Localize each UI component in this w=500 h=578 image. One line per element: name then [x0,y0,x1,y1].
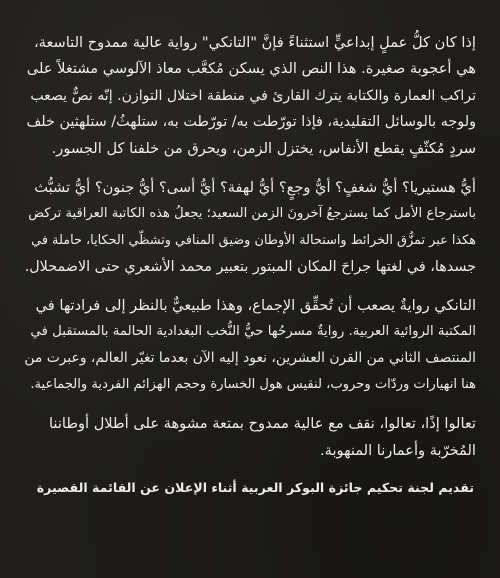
paragraph-3 [24,293,476,399]
paragraph-2 [24,175,476,281]
text-line: أيُّ هستيريا؟ أيُّ شغفٍ؟ أيُّ وجعٍ؟ أيُّ لهفة؟ أيُّ أسى؟ أيُّ جنون؟ أيُّ تشبُّث [34,179,476,197]
paragraph-1 [24,30,476,162]
text-line: جسدها، في لغتها جراحَ المكان المبتور بتعبير محمد الأشعري حتى الاضمحلال. [24,259,476,276]
text-line: المنتصف الثاني من القرن العشرين، نعود إليه الآن بعدما تغيّر العالم، وعبرت من [24,350,476,367]
text-line: باسترجاع الأمل كما يسترجعُ آخرونَ الزمن السعيد؛ يجعلُ هذه الكاتبة العراقية تركض [28,206,476,222]
paragraph-4 [24,411,476,464]
text-line: هنا انهيارات وردّات وحروب، لنقيس هول الخسارة وحجم الهزائم الفردية والجماعية. [30,376,476,392]
text-line: تراكب العمارة والكتابة يترك القارئ في منطقة اختلال التوازن. إنّه نصٌّ يصعب [30,87,476,104]
text-line: تعالوا إذًا، تعالوا، نقف مع عالية ممدوح بمتعة مشوهة على أطلال أوطاننا [48,415,476,433]
text-line: ولوجه بالوسائل التقليدية، فإذا تورّطت به/ تورّطت به، ستلهثُ/ ستلهثين خلف [26,114,476,131]
text-line: المُخرّبة وأعمارنا المنهوبة. [320,441,476,459]
text-line: المكتبة الروائية العربية. روايةٌ مسرحُها حيُّ النُّخب البغدادية الحالمة بالمستقبل في [30,324,476,340]
text-line: التانكي روايةٌ يصعب أن تُحقِّق الإجماع، وهذا طبيعيٌّ بالنظر إلى فرادتها في [35,296,476,314]
text-line: إذا كان كلُّ عملٍ إبداعيٍّ استثناءً فإنَّ "التانكي" رواية عالية ممدوح التاسعة، [33,34,476,51]
text-line: هي أعجوبة صغيرة. هذا النص الذي يسكن مُكعَّب معاذ الآلوسي مشتغلاً على [26,60,476,78]
text-line: سردٍ مُكثّفٍ يقطع الأنفاس، يختزل الزمن، ويحرق من خلفنا كل الجسور. [51,139,476,157]
jury-credit: تقديم لجنة تحكيم جائزة البوكر العربية أثناء الإعلان عن القائمة القصيرة [36,480,474,496]
text-line: هكذا عبر تمزُّق الخرائط واستحالة الأوطان وضيق المنافي وتشظّي الحكايا، حاملة في [31,232,476,248]
